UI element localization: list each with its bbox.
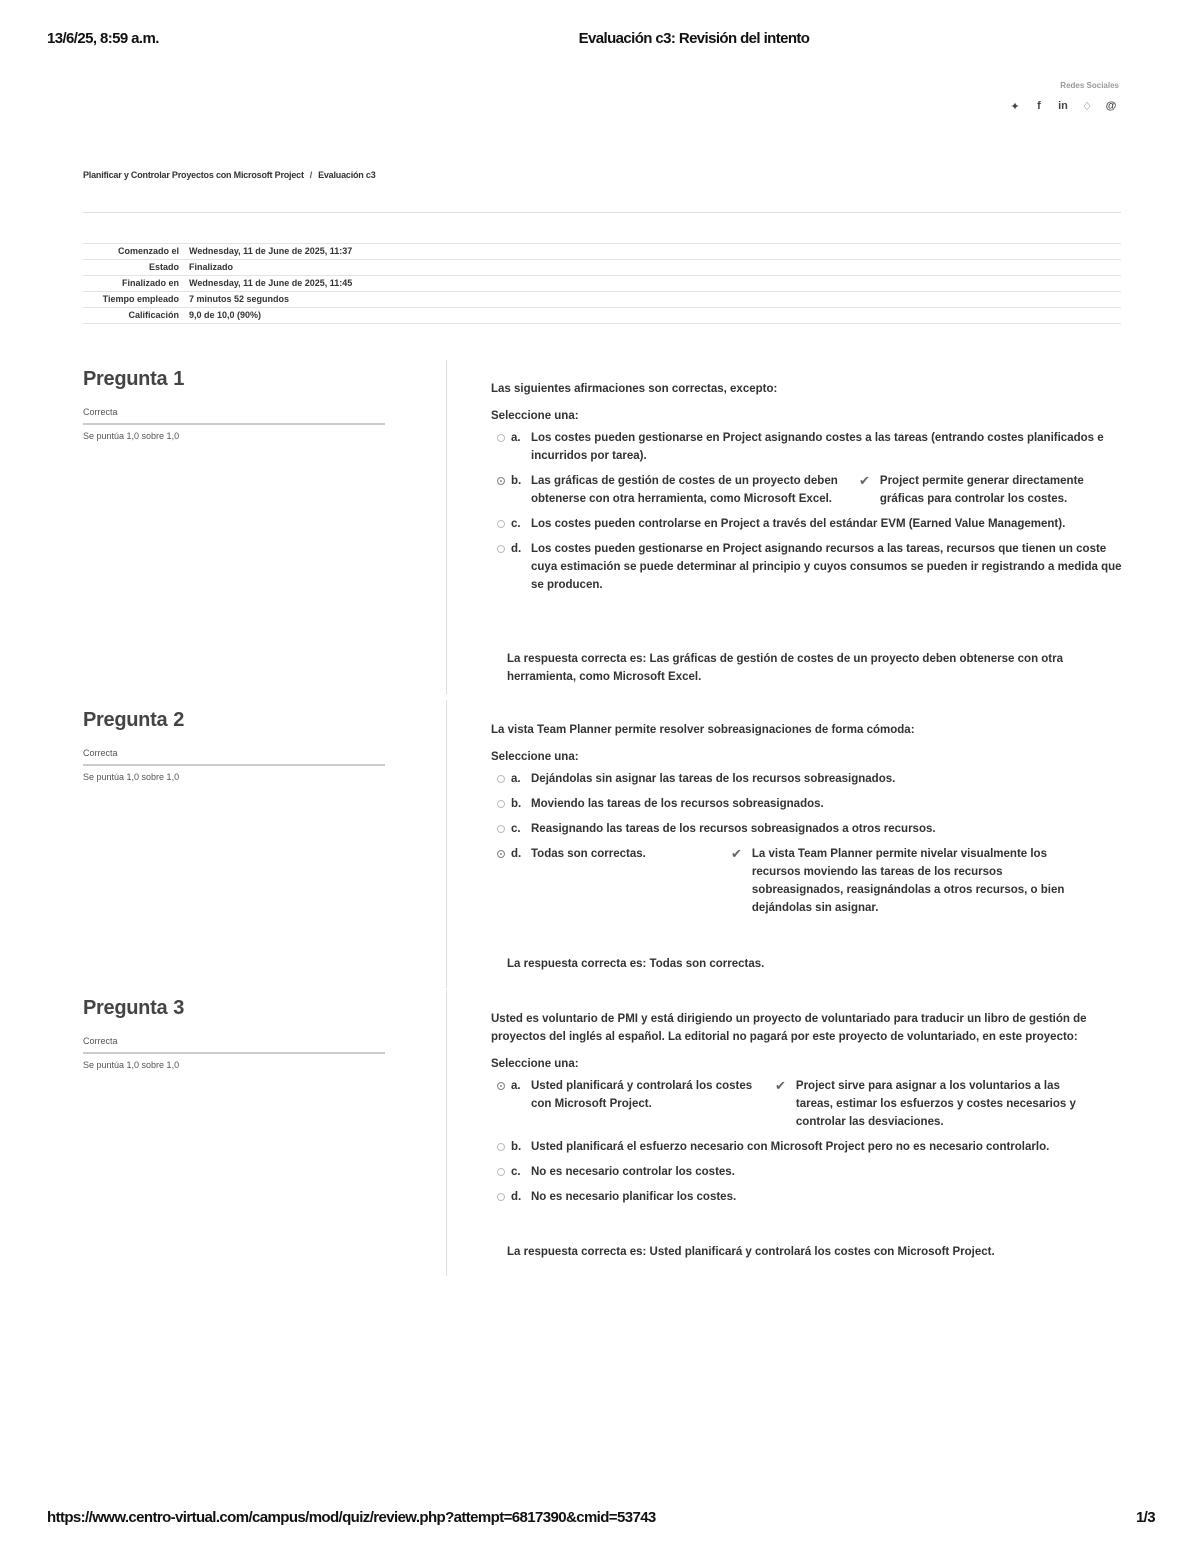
answer-option bbox=[491, 472, 1123, 508]
summary-row bbox=[83, 276, 1121, 292]
answer-list bbox=[491, 770, 1123, 917]
question-title-label: Pregunta bbox=[83, 709, 168, 731]
answer-letter: b. bbox=[511, 475, 522, 487]
answer-text: Dejándolas sin asignar las tareas de los recursos sobreasignados. bbox=[531, 773, 896, 785]
answer-text: Reasignando las tareas de los recursos sobreasignados a otros recursos. bbox=[531, 823, 936, 835]
breadcrumb-course-link[interactable]: Planificar y Controlar Proyectos con Microsoft Project bbox=[83, 170, 304, 180]
answer-list bbox=[491, 1077, 1123, 1206]
android-icon[interactable]: ♢ bbox=[1082, 101, 1092, 113]
question-content bbox=[491, 721, 1123, 917]
answer-feedback: La vista Team Planner permite nivelar visualmente los recursos moviendo las tareas de los recursos sobreasignados, reasignándolas a otros recursos, o bien dejándolas sin asignar. bbox=[751, 848, 1065, 914]
answer-option bbox=[491, 515, 1123, 533]
header-divider bbox=[83, 212, 1121, 213]
answer-text: Los costes pueden gestionarse en Project asignando costes a las tareas (entrando costes planificados e incurridos por tarea). bbox=[531, 432, 1104, 462]
right-answer-box bbox=[491, 644, 1123, 686]
social-links bbox=[1009, 100, 1117, 113]
answer-text: Todas son correctas. bbox=[531, 848, 646, 860]
answer-letter: c. bbox=[511, 518, 521, 530]
answer-option bbox=[491, 1077, 1123, 1131]
linkedin-icon[interactable]: in bbox=[1058, 100, 1068, 112]
question-info bbox=[83, 709, 385, 782]
answer-option bbox=[491, 795, 1123, 813]
print-title: Evaluación c3: Revisión del intento bbox=[578, 30, 810, 47]
question-title bbox=[83, 709, 385, 732]
right-answer-box bbox=[491, 1237, 1123, 1261]
breadcrumb-page-link[interactable]: Evaluación c3 bbox=[318, 170, 376, 180]
answer-radio-selected[interactable] bbox=[497, 850, 505, 858]
question-state: Correcta bbox=[83, 1036, 385, 1054]
answer-feedback: Project sirve para asignar a los voluntarios a las tareas, estimar los esfuerzos y costes necesarios y controlar las desviaciones. bbox=[795, 1080, 1076, 1128]
answer-letter: d. bbox=[511, 1191, 522, 1203]
summary-label: Calificación bbox=[83, 308, 185, 324]
answer-radio[interactable] bbox=[497, 825, 505, 833]
summary-value: Wednesday, 11 de June de 2025, 11:37 bbox=[185, 244, 1121, 260]
answer-option bbox=[491, 429, 1123, 465]
answer-prompt: Seleccione una: bbox=[491, 751, 579, 763]
question-divider bbox=[446, 360, 447, 694]
question-info bbox=[83, 997, 385, 1070]
answer-radio[interactable] bbox=[497, 1193, 505, 1201]
social-title: Redes Sociales bbox=[1060, 81, 1119, 90]
answer-letter: a. bbox=[511, 1080, 521, 1092]
answer-letter: a. bbox=[511, 432, 521, 444]
answer-letter: b. bbox=[511, 1141, 522, 1153]
checkmark-icon: ✔ bbox=[859, 473, 870, 488]
question-number: 3 bbox=[173, 997, 185, 1019]
question-number: 2 bbox=[173, 709, 185, 731]
summary-row bbox=[83, 244, 1121, 260]
right-answer: La respuesta correcta es: Todas son correctas. bbox=[507, 958, 765, 970]
checkmark-icon: ✔ bbox=[731, 846, 742, 861]
right-answer: La respuesta correcta es: Usted planificará y controlará los costes con Microsoft Project. bbox=[507, 1246, 995, 1258]
question-title bbox=[83, 997, 385, 1020]
summary-label: Estado bbox=[83, 260, 185, 276]
answer-radio[interactable] bbox=[497, 545, 505, 553]
summary-label: Finalizado en bbox=[83, 276, 185, 292]
answer-radio[interactable] bbox=[497, 434, 505, 442]
print-url: https://www.centro-virtual.com/campus/mod/quiz/review.php?attempt=6817390&cmid=53743 bbox=[47, 1509, 656, 1526]
question-state: Correcta bbox=[83, 748, 385, 766]
question-grade: Se puntúa 1,0 sobre 1,0 bbox=[83, 431, 180, 441]
print-datetime: 13/6/25, 8:59 a.m. bbox=[47, 30, 159, 47]
answer-letter: d. bbox=[511, 848, 522, 860]
answer-text: Las gráficas de gestión de costes de un proyecto deben obtenerse con otra herramienta, como Microsoft Excel. bbox=[531, 475, 838, 505]
answer-text: Usted planificará el esfuerzo necesario con Microsoft Project pero no es necesario controlarlo. bbox=[531, 1141, 1050, 1153]
answer-letter: a. bbox=[511, 773, 521, 785]
answer-option bbox=[491, 1188, 1123, 1206]
facebook-icon[interactable]: f bbox=[1037, 100, 1041, 112]
answer-prompt: Seleccione una: bbox=[491, 1058, 579, 1070]
checkmark-icon: ✔ bbox=[775, 1078, 786, 1093]
answer-text: Los costes pueden controlarse en Project a través del estándar EVM (Earned Value Management). bbox=[531, 518, 1066, 530]
answer-option bbox=[491, 820, 1123, 838]
right-answer: La respuesta correcta es: Las gráficas de gestión de costes de un proyecto deben obtenerse con otra herramienta, como Microsoft Excel. bbox=[507, 653, 1064, 683]
answer-text: Los costes pueden gestionarse en Project asignando recursos a las tareas, recursos que tienen un coste cuya estimación se puede determinar al principio y cuyos consumos se pueden ir registrando a medida que se producen. bbox=[531, 543, 1122, 591]
answer-radio[interactable] bbox=[497, 1143, 505, 1151]
question-text: Usted es voluntario de PMI y está dirigiendo un proyecto de voluntariado para traducir un libro de gestión de proyectos del inglés al español. La editorial no pagará por este proyecto de voluntariado, en este proyecto: bbox=[491, 1013, 1087, 1043]
summary-label: Comenzado el bbox=[83, 244, 185, 260]
answer-text: No es necesario planificar los costes. bbox=[531, 1191, 737, 1203]
question-divider bbox=[446, 990, 447, 1276]
answer-letter: d. bbox=[511, 543, 522, 555]
answer-option bbox=[491, 540, 1123, 594]
question-title bbox=[83, 368, 385, 391]
question-divider bbox=[446, 700, 447, 988]
answer-radio[interactable] bbox=[497, 775, 505, 783]
summary-label: Tiempo empleado bbox=[83, 292, 185, 308]
summary-row bbox=[83, 292, 1121, 308]
question-state: Correcta bbox=[83, 407, 385, 425]
answer-option bbox=[491, 845, 1123, 917]
answer-text: Usted planificará y controlará los costes con Microsoft Project. bbox=[531, 1080, 753, 1110]
question-text: Las siguientes afirmaciones son correctas, excepto: bbox=[491, 383, 778, 395]
answer-letter: b. bbox=[511, 798, 522, 810]
question-content bbox=[491, 1010, 1123, 1206]
answer-option bbox=[491, 1163, 1123, 1181]
question-content bbox=[491, 380, 1123, 594]
answer-radio[interactable] bbox=[497, 1168, 505, 1176]
question-info bbox=[83, 368, 385, 441]
right-answer-box bbox=[491, 949, 1123, 973]
summary-value: Wednesday, 11 de June de 2025, 11:45 bbox=[185, 276, 1121, 292]
summary-value: 9,0 de 10,0 (90%) bbox=[185, 308, 1121, 324]
answer-letter: c. bbox=[511, 823, 521, 835]
breadcrumb bbox=[83, 170, 376, 180]
summary-row bbox=[83, 308, 1121, 324]
question-grade: Se puntúa 1,0 sobre 1,0 bbox=[83, 1060, 180, 1070]
question-text: La vista Team Planner permite resolver sobreasignaciones de forma cómoda: bbox=[491, 724, 915, 736]
print-page-number: 1/3 bbox=[1135, 1509, 1155, 1526]
question-grade: Se puntúa 1,0 sobre 1,0 bbox=[83, 772, 180, 782]
summary-row bbox=[83, 260, 1121, 276]
answer-prompt: Seleccione una: bbox=[491, 410, 579, 422]
question-number: 1 bbox=[173, 368, 185, 390]
answer-list bbox=[491, 429, 1123, 594]
question-title-label: Pregunta bbox=[83, 368, 168, 390]
answer-radio-selected[interactable] bbox=[497, 477, 505, 485]
breadcrumb-separator: / bbox=[309, 170, 313, 180]
question-title-label: Pregunta bbox=[83, 997, 168, 1019]
answer-text: Moviendo las tareas de los recursos sobreasignados. bbox=[531, 798, 824, 810]
twitter-icon[interactable]: ✦ bbox=[1010, 101, 1020, 113]
attempt-summary bbox=[83, 243, 1121, 324]
answer-option bbox=[491, 1138, 1123, 1156]
answer-radio[interactable] bbox=[497, 800, 505, 808]
answer-option bbox=[491, 770, 1123, 788]
answer-feedback: Project permite generar directamente gráficas para controlar los costes. bbox=[879, 475, 1084, 505]
answer-letter: c. bbox=[511, 1166, 521, 1178]
summary-value: Finalizado bbox=[185, 260, 1121, 276]
answer-text: No es necesario controlar los costes. bbox=[531, 1166, 735, 1178]
summary-value: 7 minutos 52 segundos bbox=[185, 292, 1121, 308]
answer-radio-selected[interactable] bbox=[497, 1082, 505, 1090]
at-icon[interactable]: @ bbox=[1105, 100, 1117, 112]
answer-radio[interactable] bbox=[497, 520, 505, 528]
